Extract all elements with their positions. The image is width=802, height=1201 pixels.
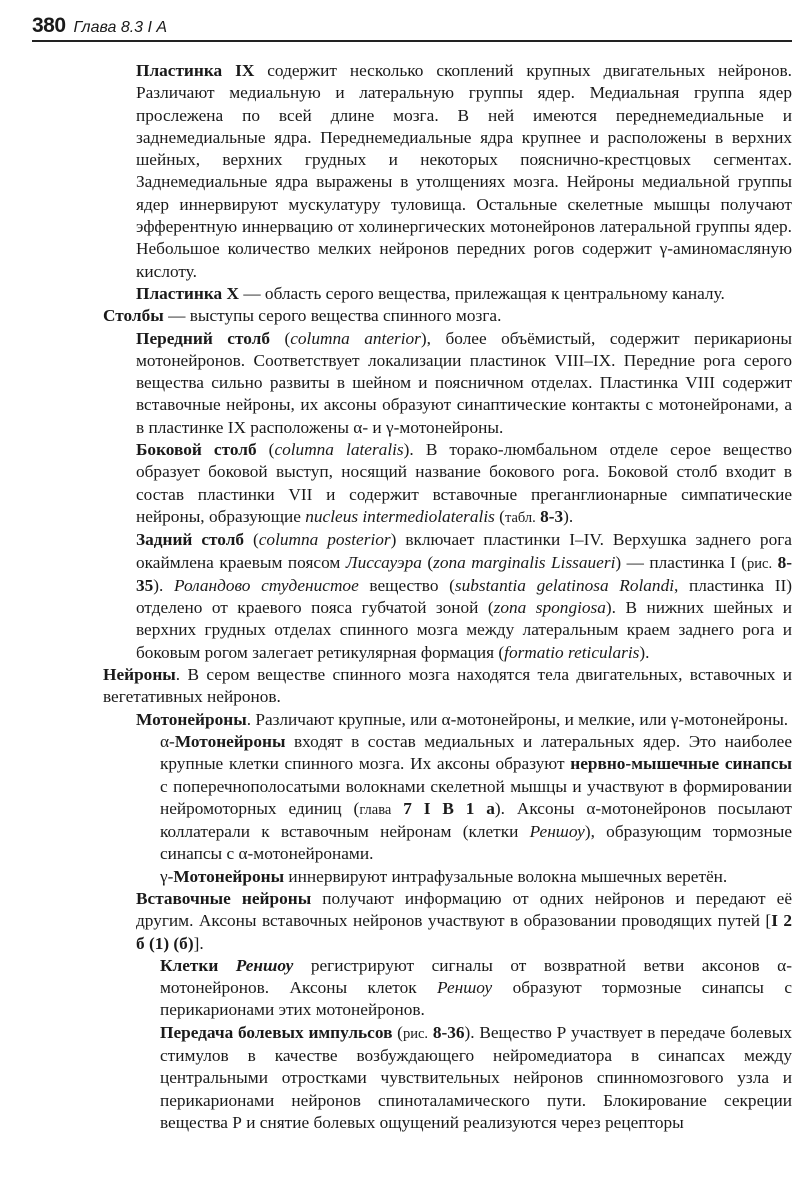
item-text: Клетки Реншоу регистрируют сигналы от возвратной ветви аксонов α-мотонейронов. Аксоны клеток Реншоу образуют тормозные синапсы с перикарионами этих мотонейронов. [160, 955, 792, 1020]
item-interneurons [0, 888, 802, 955]
item-lateral-column [0, 439, 802, 529]
running-header [32, 12, 792, 42]
item-text: Передний столб (columna anterior), более объёмистый, содержит перикарионы мотонейронов. Соответствует локализации пластинок VIII–IX. Передние рога серого вещества сильно развиты в шейном и поясничном отделах. Пластинка VIII содержит вставочные нейроны, их аксоны образуют синаптические контакты с мотонейронами, а в пластинке IX расположены α- и γ-мотонейроны. [136, 328, 793, 437]
item-renshaw-cells [0, 955, 802, 1022]
page-body [0, 60, 802, 1134]
item-posterior-column [0, 529, 802, 664]
item-text: Столбы — выступы серого вещества спинного мозга. [103, 306, 502, 326]
item-anterior-column [0, 328, 802, 439]
page-number: 380 [32, 14, 66, 37]
item-text: Передача болевых импульсов (рис. 8-36). Вещество Р участвует в передаче болевых стимулов в качестве возбуждающего нейромедиатора в синапсах между центральными отростками чувствительных нейронов спинномозгового узла и перикарионами нейронов спиноталамического пути. Блокирование секреции вещества Р и снятие болевых ощущений реализуются через рецепторы [160, 1022, 793, 1132]
item-pain-transmission [0, 1022, 802, 1134]
item-plate-x [0, 283, 802, 305]
item-text: Боковой столб (columna lateralis). В торако-люмбальном отделе серое вещество образует боковой выступ, носящий название бокового рога. Боковой столб входит в состав пластинки VII и содержит вставочные преганглионарные симпатические нейроны, образующие nucleus intermediolateralis (табл. 8-3). [136, 440, 792, 526]
item-text: γ-Мотонейроны иннервируют интрафузальные волокна мышечных веретён. [160, 866, 728, 886]
item-neurons [0, 664, 802, 709]
item-motoneurons [0, 709, 802, 731]
chapter-title: Глава 8.3 I А [73, 19, 168, 36]
item-text: Мотонейроны. Различают крупные, или α-мотонейроны, и мелкие, или γ-мотонейроны. [136, 709, 789, 729]
item-text: Нейроны. В сером веществе спинного мозга находятся тела двигательных, вставочных и вегетативных нейронов. [103, 665, 792, 707]
item-columns [0, 305, 802, 327]
item-text: Вставочные нейроны получают информацию от одних нейронов и передают её другим. Аксоны вставочных нейронов участвуют в образовании проводящих путей [I 2 б (1) (б)]. [136, 888, 792, 953]
item-text: α-Мотонейроны входят в состав медиальных и латеральных ядер. Это наиболее крупные клетки спинного мозга. Их аксоны образуют нервно-мышечные синапсы с поперечнополосатыми волокнами скелетной мышцы и участвуют в формировании нейромоторных единиц (глава 7 I В 1 а). Аксоны α-мотонейронов посылают коллатерали к вставочным нейронам (клетки Реншоу), образующим тормозные синапсы с α-мотонейронами. [160, 731, 792, 864]
item-text: Пластинка IX содержит несколько скоплений крупных двигательных нейронов. Различают медиальную и латеральную группы ядер. Медиальная группа ядер прослежена по всей длине мозга. В ней имеются переднемедиальные и заднемедиальные ядра. Переднемедиальные ядра крупнее и расположены в верхних шейных, верхних грудных и некоторых пояснично-крестцовых сегментах. Заднемедиальные ядра выражены в утолщениях мозга. Нейроны медиальной группы ядер иннервируют мускулатуру туловища. Остальные скелетные мышцы получают эфферентную иннервацию от холинергических мотонейронов латеральной группы ядер. Небольшое количество мелких нейронов передних рогов содержит γ-аминомасляную кислоту. [136, 61, 793, 281]
item-gamma-motoneurons [0, 866, 802, 888]
item-plate-ix [0, 60, 802, 283]
item-text: Пластинка X — область серого вещества, прилежащая к центральному каналу. [136, 283, 725, 303]
item-alpha-motoneurons [0, 731, 802, 866]
item-text: Задний столб (columna posterior) включает пластинки I–IV. Верхушка заднего рога окаймлена краевым поясом Лиссауэра (zona marginalis Lissaueri) — пластинка I (рис. 8-35). Роландово студенистое вещество (substantia gelatinosa Rolandi, пластинка II) отделено от краевого пояса губчатой зоной (zona spongiosa). В нижних шейных и верхних грудных отделах спинного мозга между латеральным краем заднего рога и боковым рогом залегает ретикулярная формация (formatio reticularis). [136, 530, 793, 662]
